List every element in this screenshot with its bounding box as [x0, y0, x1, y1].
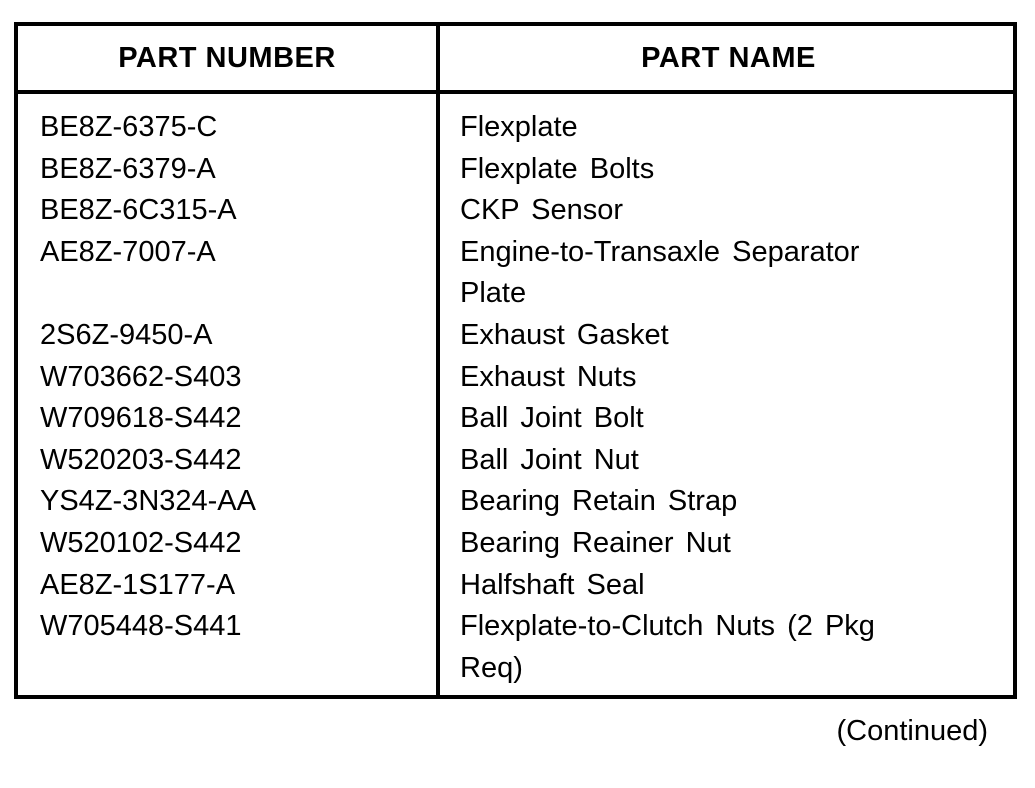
part-name-cell: Engine-to-Transaxle Separator — [460, 235, 860, 268]
part-number-cell: AE8Z-7007-A — [40, 235, 216, 268]
part-name-cell: Req) — [460, 651, 523, 684]
part-name-cell: Ball Joint Nut — [460, 443, 639, 476]
part-number-cell: W520102-S442 — [40, 526, 242, 559]
part-name-cell: CKP Sensor — [460, 194, 624, 227]
part-name-cell: Plate — [460, 277, 527, 310]
continued-note: (Continued) — [836, 715, 988, 747]
part-number-cell: AE8Z-1S177-A — [40, 568, 236, 601]
part-name-cell: Exhaust Nuts — [460, 360, 637, 393]
header-part-name: PART NAME — [641, 42, 816, 74]
part-number-cell: W705448-S441 — [40, 610, 242, 643]
row-spacer — [40, 648, 430, 690]
row-spacer — [40, 273, 430, 315]
header-part-number: PART NUMBER — [118, 42, 336, 74]
part-number-cell: W709618-S442 — [40, 402, 242, 435]
part-number-cell: BE8Z-6375-C — [40, 111, 218, 143]
part-number-cell: YS4Z-3N324-AA — [40, 485, 256, 518]
parts-table — [14, 22, 1017, 699]
part-number-column — [40, 107, 430, 689]
part-name-cell: Flexplate-to-Clutch Nuts (2 Pkg — [460, 610, 875, 643]
table-header-row — [18, 26, 1013, 94]
part-name-cell: Flexplate Bolts — [460, 152, 655, 185]
part-number-cell: W520203-S442 — [40, 443, 242, 476]
part-name-cell: Ball Joint Bolt — [460, 402, 644, 435]
part-name-cell: Bearing Reainer Nut — [460, 526, 731, 559]
part-number-cell: BE8Z-6C315-A — [40, 194, 237, 227]
part-name-cell: Exhaust Gasket — [460, 318, 669, 351]
part-name-cell: Bearing Retain Strap — [460, 485, 738, 518]
part-number-cell: BE8Z-6379-A — [40, 152, 216, 185]
part-number-cell: W703662-S403 — [40, 360, 242, 393]
part-name-cell: Halfshaft Seal — [460, 568, 645, 601]
part-name-cell: Flexplate — [460, 111, 578, 143]
part-name-column — [460, 107, 1005, 689]
part-number-cell: 2S6Z-9450-A — [40, 318, 213, 351]
column-divider — [436, 26, 440, 695]
